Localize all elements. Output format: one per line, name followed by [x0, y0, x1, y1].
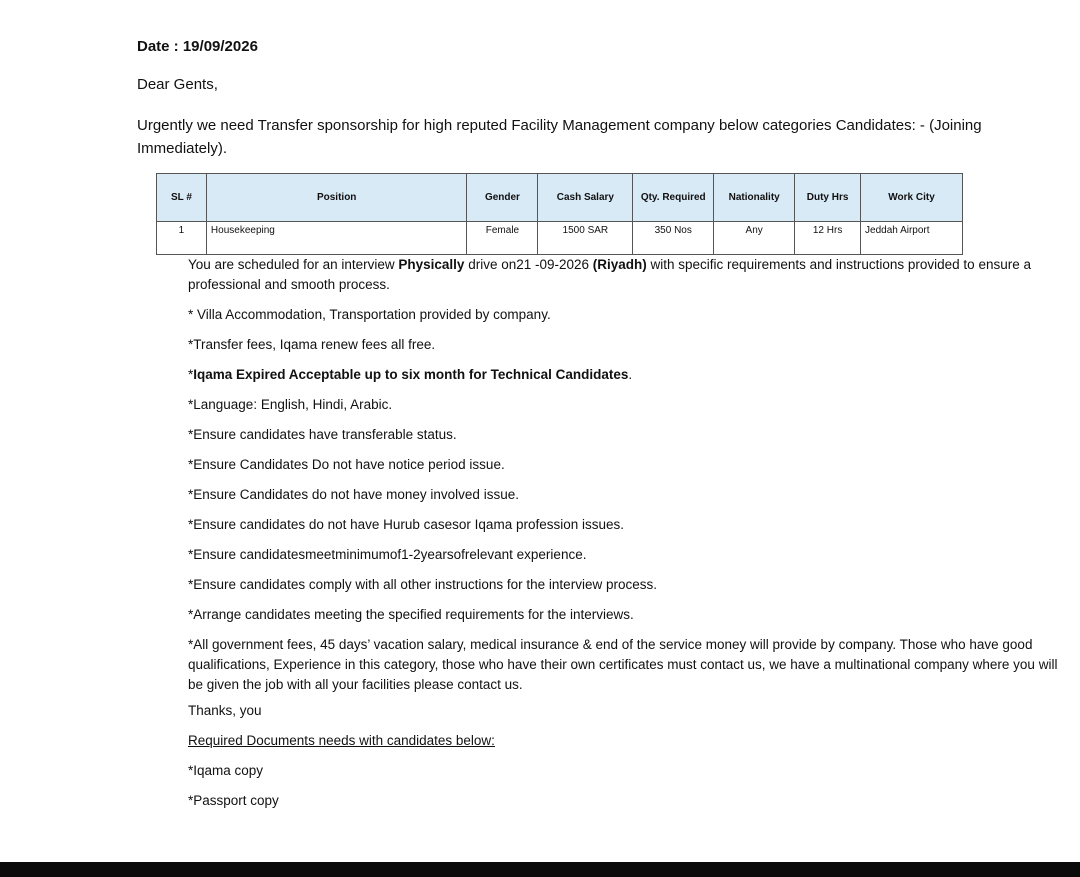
iqama-bold-text: Iqama Expired Acceptable up to six month for Technical Candidates — [193, 367, 629, 382]
list-item-fees: *Transfer fees, Iqama renew fees all free. — [188, 337, 436, 352]
cell-sl: 1 — [157, 222, 207, 255]
document-date: Date : 19/09/2026 — [137, 38, 258, 55]
list-item-passport-copy: *Passport copy — [188, 793, 279, 808]
table-row — [157, 222, 963, 255]
list-item-language: *Language: English, Hindi, Arabic. — [188, 397, 393, 412]
interview-location: (Riyadh) — [592, 257, 647, 272]
cell-work-city: Jeddah Airport — [861, 222, 963, 255]
thanks-text: Thanks, you — [188, 703, 262, 718]
interview-text: You are scheduled for an interview — [188, 257, 399, 272]
header-gender: Gender — [467, 174, 538, 222]
cell-cash-salary: 1500 SAR — [538, 222, 633, 255]
list-item-experience: *Ensure candidatesmeetminimumof1-2yearsofrelevant experience. — [188, 547, 587, 562]
interview-date-text: drive on21 -09-2026 — [464, 257, 593, 272]
header-nationality: Nationality — [714, 174, 795, 222]
header-sl: SL # — [157, 174, 207, 222]
list-item-comply: *Ensure candidates comply with all other instructions for the interview process. — [188, 577, 657, 592]
cell-qty: 350 Nos — [633, 222, 714, 255]
list-item-government: *All government fees, 45 days’ vacation salary, medical insurance & end of the service money will provide by company. Those who have good qualifications, Experience in this category, those who have their own certificates must contact us, we have a multinational company where you will be given the job with all your facilities please contact us. — [188, 637, 1058, 692]
list-item-transferable: *Ensure candidates have transferable status. — [188, 427, 457, 442]
interview-text-end: with specific requirements and instructions provided to ensure a professional and smooth process. — [188, 257, 1031, 292]
cell-nationality: Any — [714, 222, 795, 255]
list-item-iqama-copy: *Iqama copy — [188, 763, 264, 778]
list-item-notice: *Ensure Candidates Do not have notice period issue. — [188, 457, 505, 472]
header-position: Position — [206, 174, 467, 222]
requirements-table — [156, 173, 963, 255]
cell-gender: Female — [467, 222, 538, 255]
interview-paragraph — [188, 255, 1068, 295]
list-item-hurub: *Ensure candidates do not have Hurub casesor Iqama profession issues. — [188, 517, 625, 532]
header-work-city: Work City — [861, 174, 963, 222]
cell-position: Housekeeping — [206, 222, 467, 255]
header-qty-required: Qty. Required — [633, 174, 714, 222]
list-item-arrange: *Arrange candidates meeting the specified requirements for the interviews. — [188, 607, 634, 622]
document-body — [188, 255, 1068, 811]
bottom-bar — [0, 862, 1080, 877]
list-item-money: *Ensure Candidates do not have money involved issue. — [188, 487, 519, 502]
greeting: Dear Gents, — [137, 76, 218, 93]
intro-paragraph: Urgently we need Transfer sponsorship for high reputed Facility Management company below categories Candidates: - (Joining Immediately). — [137, 117, 982, 157]
iqama-suffix: . — [628, 367, 633, 382]
iqama-prefix: * — [188, 367, 194, 382]
list-item-accommodation: * Villa Accommodation, Transportation provided by company. — [188, 307, 551, 322]
required-documents-heading: Required Documents needs with candidates below: — [188, 733, 495, 748]
header-duty-hrs: Duty Hrs — [795, 174, 861, 222]
interview-mode: Physically — [398, 257, 465, 272]
cell-duty-hrs: 12 Hrs — [795, 222, 861, 255]
header-cash-salary: Cash Salary — [538, 174, 633, 222]
list-item-iqama-expired — [188, 365, 1068, 385]
table-header-row — [157, 174, 963, 222]
